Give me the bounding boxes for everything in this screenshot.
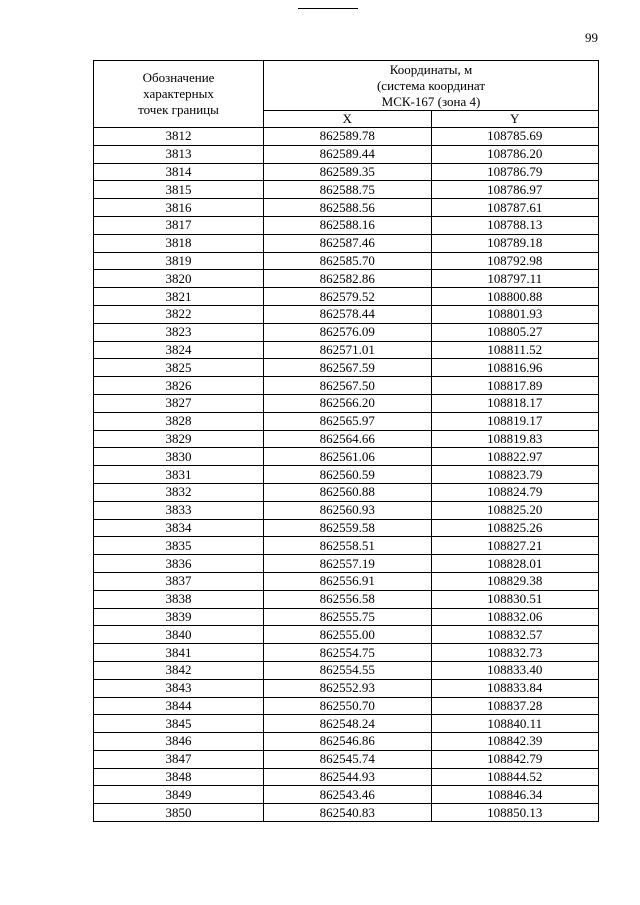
header-points-line: характерных bbox=[143, 86, 214, 101]
point-id-cell: 3835 bbox=[94, 537, 264, 555]
point-id-cell: 3846 bbox=[94, 733, 264, 751]
table-row bbox=[94, 626, 599, 644]
point-id-cell: 3845 bbox=[94, 715, 264, 733]
table-row bbox=[94, 590, 599, 608]
x-cell: 862582.86 bbox=[264, 270, 432, 288]
point-id-cell: 3840 bbox=[94, 626, 264, 644]
point-id-cell: 3818 bbox=[94, 234, 264, 252]
header-coordinates-line: (система координат bbox=[376, 77, 486, 93]
y-cell: 108786.79 bbox=[431, 163, 599, 181]
table-row bbox=[94, 430, 599, 448]
y-cell: 108842.79 bbox=[431, 750, 599, 768]
point-id-cell: 3825 bbox=[94, 359, 264, 377]
point-id-cell: 3817 bbox=[94, 216, 264, 234]
table-row bbox=[94, 341, 599, 359]
x-cell: 862578.44 bbox=[264, 305, 432, 323]
x-cell: 862576.09 bbox=[264, 323, 432, 341]
table-row bbox=[94, 359, 599, 377]
point-id-cell: 3815 bbox=[94, 181, 264, 199]
x-cell: 862540.83 bbox=[264, 804, 432, 822]
y-cell: 108832.57 bbox=[431, 626, 599, 644]
y-cell: 108816.96 bbox=[431, 359, 599, 377]
y-cell: 108833.40 bbox=[431, 661, 599, 679]
x-cell: 862548.24 bbox=[264, 715, 432, 733]
x-cell: 862546.86 bbox=[264, 733, 432, 751]
x-cell: 862564.66 bbox=[264, 430, 432, 448]
point-id-cell: 3824 bbox=[94, 341, 264, 359]
y-cell: 108844.52 bbox=[431, 768, 599, 786]
table-row bbox=[94, 448, 599, 466]
y-cell: 108833.84 bbox=[431, 679, 599, 697]
x-cell: 862585.70 bbox=[264, 252, 432, 270]
top-rule bbox=[298, 8, 358, 9]
header-coordinates-line: МСК-167 (зона 4) bbox=[381, 93, 481, 109]
x-cell: 862588.16 bbox=[264, 216, 432, 234]
x-cell: 862560.88 bbox=[264, 483, 432, 501]
x-cell: 862558.51 bbox=[264, 537, 432, 555]
table-row bbox=[94, 377, 599, 395]
table-row bbox=[94, 715, 599, 733]
y-cell: 108819.17 bbox=[431, 412, 599, 430]
y-cell: 108846.34 bbox=[431, 786, 599, 804]
y-cell: 108829.38 bbox=[431, 572, 599, 590]
table-row bbox=[94, 537, 599, 555]
y-cell: 108788.13 bbox=[431, 216, 599, 234]
table-row bbox=[94, 697, 599, 715]
table-row bbox=[94, 199, 599, 217]
point-id-cell: 3847 bbox=[94, 750, 264, 768]
x-cell: 862545.74 bbox=[264, 750, 432, 768]
table-row bbox=[94, 305, 599, 323]
x-cell: 862555.75 bbox=[264, 608, 432, 626]
point-id-cell: 3841 bbox=[94, 644, 264, 662]
table-row bbox=[94, 128, 599, 146]
y-cell: 108827.21 bbox=[431, 537, 599, 555]
x-cell: 862588.75 bbox=[264, 181, 432, 199]
y-cell: 108822.97 bbox=[431, 448, 599, 466]
point-id-cell: 3839 bbox=[94, 608, 264, 626]
point-id-cell: 3830 bbox=[94, 448, 264, 466]
point-id-cell: 3836 bbox=[94, 555, 264, 573]
coordinates-table bbox=[93, 60, 599, 822]
table-row bbox=[94, 555, 599, 573]
x-cell: 862565.97 bbox=[264, 412, 432, 430]
table-row bbox=[94, 234, 599, 252]
point-id-cell: 3814 bbox=[94, 163, 264, 181]
y-cell: 108801.93 bbox=[431, 305, 599, 323]
table-row bbox=[94, 412, 599, 430]
point-id-cell: 3843 bbox=[94, 679, 264, 697]
x-cell: 862579.52 bbox=[264, 288, 432, 306]
x-cell: 862567.59 bbox=[264, 359, 432, 377]
point-id-cell: 3820 bbox=[94, 270, 264, 288]
y-cell: 108786.20 bbox=[431, 145, 599, 163]
header-points-line: Обозначение bbox=[142, 70, 215, 85]
table-row bbox=[94, 323, 599, 341]
x-cell: 862555.00 bbox=[264, 626, 432, 644]
table-row bbox=[94, 252, 599, 270]
point-id-cell: 3813 bbox=[94, 145, 264, 163]
y-cell: 108850.13 bbox=[431, 804, 599, 822]
point-id-cell: 3829 bbox=[94, 430, 264, 448]
table-row bbox=[94, 750, 599, 768]
point-id-cell: 3832 bbox=[94, 483, 264, 501]
x-cell: 862552.93 bbox=[264, 679, 432, 697]
y-cell: 108800.88 bbox=[431, 288, 599, 306]
y-cell: 108786.97 bbox=[431, 181, 599, 199]
table-body bbox=[94, 128, 599, 822]
point-id-cell: 3838 bbox=[94, 590, 264, 608]
y-cell: 108824.79 bbox=[431, 483, 599, 501]
point-id-cell: 3828 bbox=[94, 412, 264, 430]
header-coordinates bbox=[264, 61, 599, 111]
point-id-cell: 3821 bbox=[94, 288, 264, 306]
table-row bbox=[94, 270, 599, 288]
point-id-cell: 3827 bbox=[94, 394, 264, 412]
point-id-cell: 3833 bbox=[94, 501, 264, 519]
table-row bbox=[94, 608, 599, 626]
x-cell: 862567.50 bbox=[264, 377, 432, 395]
y-cell: 108787.61 bbox=[431, 199, 599, 217]
x-cell: 862571.01 bbox=[264, 341, 432, 359]
table-row bbox=[94, 733, 599, 751]
table-row bbox=[94, 483, 599, 501]
y-cell: 108830.51 bbox=[431, 590, 599, 608]
point-id-cell: 3812 bbox=[94, 128, 264, 146]
table-row bbox=[94, 501, 599, 519]
y-cell: 108840.11 bbox=[431, 715, 599, 733]
point-id-cell: 3849 bbox=[94, 786, 264, 804]
y-cell: 108832.06 bbox=[431, 608, 599, 626]
x-cell: 862561.06 bbox=[264, 448, 432, 466]
point-id-cell: 3837 bbox=[94, 572, 264, 590]
y-cell: 108789.18 bbox=[431, 234, 599, 252]
x-cell: 862559.58 bbox=[264, 519, 432, 537]
point-id-cell: 3826 bbox=[94, 377, 264, 395]
header-coordinates-line: Координаты, м bbox=[389, 61, 473, 77]
table-row bbox=[94, 768, 599, 786]
y-cell: 108805.27 bbox=[431, 323, 599, 341]
y-cell: 108825.26 bbox=[431, 519, 599, 537]
table-row bbox=[94, 288, 599, 306]
x-cell: 862589.78 bbox=[264, 128, 432, 146]
y-cell: 108817.89 bbox=[431, 377, 599, 395]
y-cell: 108811.52 bbox=[431, 341, 599, 359]
x-cell: 862556.58 bbox=[264, 590, 432, 608]
table-row bbox=[94, 519, 599, 537]
x-cell: 862560.93 bbox=[264, 501, 432, 519]
header-points bbox=[94, 61, 264, 128]
table-row bbox=[94, 679, 599, 697]
x-cell: 862550.70 bbox=[264, 697, 432, 715]
table-row bbox=[94, 644, 599, 662]
point-id-cell: 3850 bbox=[94, 804, 264, 822]
header-y: Y bbox=[431, 111, 599, 128]
point-id-cell: 3848 bbox=[94, 768, 264, 786]
x-cell: 862587.46 bbox=[264, 234, 432, 252]
table-row bbox=[94, 163, 599, 181]
header-x: X bbox=[264, 111, 432, 128]
point-id-cell: 3822 bbox=[94, 305, 264, 323]
x-cell: 862543.46 bbox=[264, 786, 432, 804]
y-cell: 108792.98 bbox=[431, 252, 599, 270]
y-cell: 108818.17 bbox=[431, 394, 599, 412]
x-cell: 862544.93 bbox=[264, 768, 432, 786]
x-cell: 862554.75 bbox=[264, 644, 432, 662]
y-cell: 108823.79 bbox=[431, 466, 599, 484]
point-id-cell: 3842 bbox=[94, 661, 264, 679]
x-cell: 862560.59 bbox=[264, 466, 432, 484]
y-cell: 108825.20 bbox=[431, 501, 599, 519]
table-row bbox=[94, 786, 599, 804]
x-cell: 862554.55 bbox=[264, 661, 432, 679]
table-row bbox=[94, 466, 599, 484]
x-cell: 862589.44 bbox=[264, 145, 432, 163]
y-cell: 108837.28 bbox=[431, 697, 599, 715]
table-row bbox=[94, 394, 599, 412]
table-row bbox=[94, 181, 599, 199]
table-row bbox=[94, 804, 599, 822]
y-cell: 108832.73 bbox=[431, 644, 599, 662]
x-cell: 862556.91 bbox=[264, 572, 432, 590]
y-cell: 108785.69 bbox=[431, 128, 599, 146]
point-id-cell: 3819 bbox=[94, 252, 264, 270]
x-cell: 862566.20 bbox=[264, 394, 432, 412]
header-points-line: точек границы bbox=[138, 102, 219, 117]
point-id-cell: 3834 bbox=[94, 519, 264, 537]
x-cell: 862557.19 bbox=[264, 555, 432, 573]
x-cell: 862588.56 bbox=[264, 199, 432, 217]
point-id-cell: 3816 bbox=[94, 199, 264, 217]
y-cell: 108842.39 bbox=[431, 733, 599, 751]
table-row bbox=[94, 661, 599, 679]
y-cell: 108797.11 bbox=[431, 270, 599, 288]
table-row bbox=[94, 572, 599, 590]
x-cell: 862589.35 bbox=[264, 163, 432, 181]
y-cell: 108819.83 bbox=[431, 430, 599, 448]
page-number: 99 bbox=[585, 30, 598, 45]
point-id-cell: 3831 bbox=[94, 466, 264, 484]
point-id-cell: 3823 bbox=[94, 323, 264, 341]
y-cell: 108828.01 bbox=[431, 555, 599, 573]
table-row bbox=[94, 216, 599, 234]
point-id-cell: 3844 bbox=[94, 697, 264, 715]
table-row bbox=[94, 145, 599, 163]
